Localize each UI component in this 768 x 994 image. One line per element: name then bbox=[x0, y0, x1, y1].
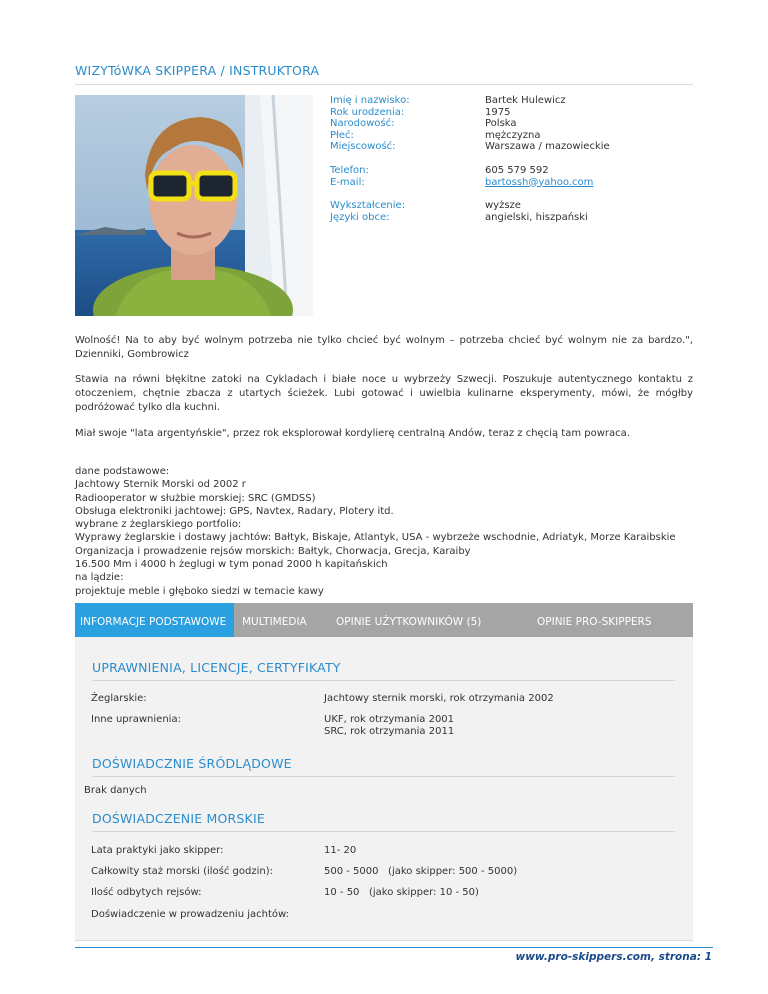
section-divider bbox=[92, 680, 675, 681]
footer-text: www.pro-skippers.com, strona: 1 bbox=[515, 951, 712, 963]
table-row bbox=[91, 845, 671, 857]
info-label: Imię i nazwisko: bbox=[330, 95, 410, 106]
info-row bbox=[330, 212, 693, 224]
info-label: Języki obce: bbox=[330, 211, 390, 223]
row-key: Lata praktyki jako skipper: bbox=[91, 845, 224, 856]
section-divider bbox=[92, 831, 675, 832]
basic-info-list bbox=[75, 465, 676, 598]
tab-user-reviews[interactable] bbox=[331, 603, 534, 637]
list-item: projektuje meble i głęboko siedzi w temacie kawy bbox=[75, 585, 324, 597]
list-item: wybrane z żeglarskiego portfolio: bbox=[75, 519, 242, 531]
table-row bbox=[91, 909, 671, 921]
info-row bbox=[330, 107, 693, 119]
list-item: Organizacja i prowadzenie rejsów morskich: Bałtyk, Chorwacja, Grecja, Karaiby bbox=[75, 545, 471, 557]
row-value-multi bbox=[324, 714, 454, 738]
tab-multimedia[interactable] bbox=[234, 603, 331, 637]
list-item: Jachtowy Sternik Morski od 2002 r bbox=[75, 479, 246, 491]
tab-pro-skippers-reviews[interactable] bbox=[534, 603, 693, 637]
row-key: Całkowity staż morski (ilość godzin): bbox=[91, 866, 274, 877]
table-row bbox=[91, 887, 671, 899]
info-row bbox=[330, 130, 693, 142]
list-item: dane podstawowe: bbox=[75, 466, 170, 477]
tab-bar bbox=[75, 603, 693, 637]
info-label: E-mail: bbox=[330, 176, 365, 188]
panel-bottom-divider bbox=[75, 940, 693, 941]
tab-basic-info[interactable] bbox=[75, 603, 234, 637]
list-item: 16.500 Mm i 4000 h żeglugi w tym ponad 2000 h kapitańskich bbox=[75, 559, 388, 571]
section-title-inland: DOŚWIADCZNIE ŚRÓDLĄDOWE bbox=[92, 756, 292, 771]
table-row bbox=[91, 714, 671, 738]
info-label: Rok urodzenia: bbox=[330, 106, 405, 118]
skipper-photo bbox=[75, 95, 313, 316]
title-divider bbox=[75, 84, 693, 85]
info-row bbox=[330, 200, 693, 212]
section-title-licenses: UPRAWNIENIA, LICENCJE, CERTYFIKATY bbox=[92, 660, 341, 675]
info-value: 1975 bbox=[485, 106, 511, 118]
list-item: Radiooperator w służbie morskiej: SRC (GMDSS) bbox=[75, 492, 316, 504]
info-value: Warszawa / mazowieckie bbox=[485, 141, 610, 153]
info-label: Wykształcenie: bbox=[330, 200, 406, 212]
personal-group-education bbox=[330, 200, 693, 223]
row-value: Jachtowy sternik morski, rok otrzymania 2002 bbox=[324, 693, 554, 704]
tab-content-panel bbox=[75, 637, 693, 940]
personal-group-contact bbox=[330, 165, 693, 188]
personal-info bbox=[330, 95, 693, 223]
page-title: WIZYTóWKA SKIPPERA / INSTRUKTORA bbox=[75, 63, 320, 78]
info-row bbox=[330, 165, 693, 177]
row-key: Żeglarskie: bbox=[91, 693, 147, 704]
list-item: Wyprawy żeglarskie i dostawy jachtów: Bałtyk, Biskaje, Atlantyk, USA - wybrzeże wschodnie, Adriatyk, Morze Karaibskie bbox=[75, 532, 676, 544]
info-row bbox=[330, 95, 693, 107]
table-row bbox=[91, 866, 671, 878]
tab-label: OPINIE UŻYTKOWNIKÓW (5) bbox=[336, 616, 482, 628]
row-value: 11- 20 bbox=[324, 845, 357, 856]
section-divider bbox=[92, 776, 675, 777]
list-item: na lądzie: bbox=[75, 572, 124, 584]
phone-value: 605 579 592 bbox=[485, 164, 549, 176]
info-row bbox=[330, 177, 693, 189]
row-value: SRC, rok otrzymania 2011 bbox=[324, 726, 455, 737]
row-value: 500 - 5000 (jako skipper: 500 - 5000) bbox=[324, 866, 518, 877]
info-row bbox=[330, 141, 693, 153]
info-label: Miejscowość: bbox=[330, 141, 396, 153]
info-row bbox=[330, 118, 693, 130]
table-row bbox=[91, 693, 671, 705]
info-label: Telefon: bbox=[330, 164, 369, 176]
info-value: mężczyzna bbox=[485, 129, 541, 141]
row-key: Doświadczenie w prowadzeniu jachtów: bbox=[91, 909, 289, 920]
personal-group-basic bbox=[330, 95, 693, 153]
quote-paragraph: Wolność! Na to aby być wolnym potrzeba nie tylko chcieć być wolnym – potrzeba chcieć być wolnym nie za bardzo.", Dzienniki, Gombrowicz bbox=[75, 335, 693, 360]
bio-paragraph: Miał swoje "lata argentyńskie", przez rok eksplorował kordylierę centralną Andów, teraz z chęcią tam powraca. bbox=[75, 428, 630, 439]
tab-label: OPINIE PRO-SKIPPERS bbox=[537, 616, 652, 628]
row-value: 10 - 50 (jako skipper: 10 - 50) bbox=[324, 887, 479, 898]
row-key: Ilość odbytych rejsów: bbox=[91, 887, 202, 898]
tab-label: INFORMACJE PODSTAWOWE bbox=[80, 616, 227, 628]
row-value: UKF, rok otrzymania 2001 bbox=[324, 714, 455, 725]
info-value: wyższe bbox=[485, 200, 521, 212]
section-title-sea: DOŚWIADCZENIE MORSKIE bbox=[92, 811, 265, 826]
info-value: Bartek Hulewicz bbox=[485, 95, 566, 106]
portrait-image bbox=[75, 95, 313, 316]
footer-divider bbox=[75, 947, 713, 948]
info-value: angielski, hiszpański bbox=[485, 211, 588, 223]
tab-label: MULTIMEDIA bbox=[242, 616, 307, 628]
no-data-text: Brak danych bbox=[84, 785, 147, 796]
row-key: Inne uprawnienia: bbox=[91, 714, 181, 725]
bio-paragraph: Stawia na równi błękitne zatoki na Cykladach i białe noce u wybrzeży Szwecji. Poszukuje autentycznego kontaktu z otoczeniem, chętnie zbacza z utartych ścieżek. Lubi gotować i uwielbia kulinarne eksperymenty, mówi, że mógłby podróżować tylko dla kuchni. bbox=[75, 374, 693, 413]
email-link[interactable]: bartossh@yahoo.com bbox=[485, 176, 594, 188]
list-item: Obsługa elektroniki jachtowej: GPS, Navtex, Radary, Plotery itd. bbox=[75, 505, 394, 517]
info-label: Narodowość: bbox=[330, 118, 395, 130]
info-label: Płeć: bbox=[330, 129, 354, 141]
info-value: Polska bbox=[485, 118, 517, 130]
